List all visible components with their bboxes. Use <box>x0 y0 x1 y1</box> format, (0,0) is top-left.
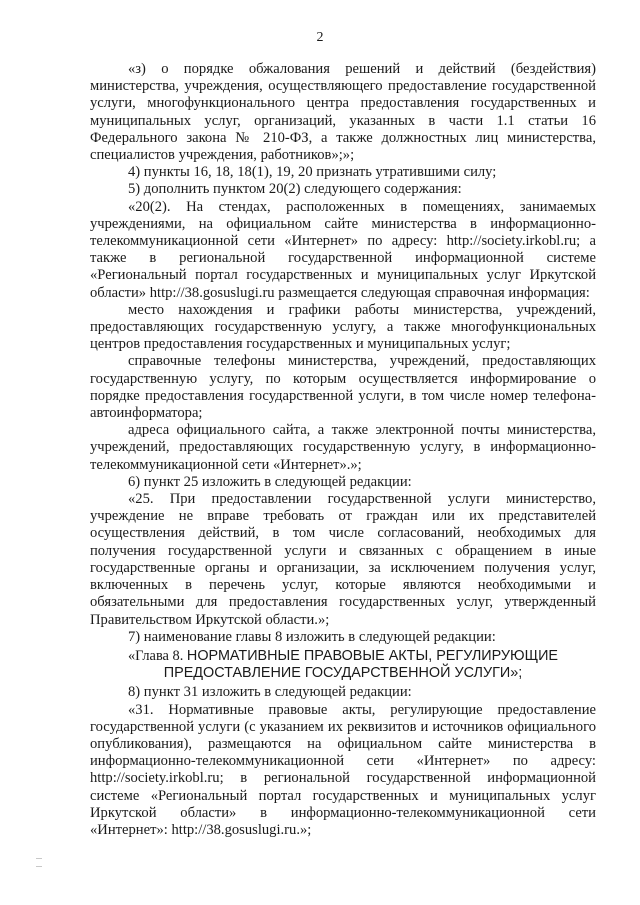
chapter-8-heading-lead: «Глава 8. <box>127 647 187 664</box>
paragraph-clause-20-2: «20(2). На стендах, расположенных в помещениях, занимаемых учреждениями, на официальном сайте министерства в информационно-телекоммуникационной сети «Интернет» по адресу: http://society.irkobl.ru; а также в региональной государственной информационной системе «Региональный портал государственных и муниципальных услуг Иркутской области» http://38.gosuslugi.ru размещается следующая справочная информация: <box>90 198 596 301</box>
document-body <box>90 61 596 839</box>
margin-mark <box>36 866 42 867</box>
paragraph-point-8: 8) пункт 31 изложить в следующей редакции: <box>128 684 412 701</box>
chapter-8-heading <box>90 648 596 682</box>
paragraph-clause-25: «25. При предоставлении государственной услуги министерство, учреждение не вправе требовать от граждан или их представителей осуществления действий, в том числе согласований, необходимых для получения государственной услуги и связанных с обращением в иные государственные органы и организации, за исключением получения услуг, включенных в перечень услуг, которые являются необходимыми и обязательными для предоставления государственных услуг, утвержденный Правительством Иркутской области.»; <box>90 491 596 628</box>
paragraph-point-6: 6) пункт 25 изложить в следующей редакции: <box>128 473 412 490</box>
chapter-8-heading-text: НОРМАТИВНЫЕ ПРАВОВЫЕ АКТЫ, РЕГУЛИРУЮЩИЕ ПРЕДОСТАВЛЕНИЕ ГОСУДАРСТВЕННОЙ УСЛУГИ»; <box>163 647 559 682</box>
paragraph-point-4: 4) пункты 16, 18, 18(1), 19, 20 признать утратившими силу; <box>128 164 497 181</box>
paragraph-point-7: 7) наименование главы 8 изложить в следующей редакции: <box>128 628 496 645</box>
paragraph-addresses: адреса официального сайта, а также электронной почты министерства, учреждений, предоставляющих государственную услугу, в информационно-телекоммуникационной сети «Интернет».»; <box>90 422 596 473</box>
page-number: 2 <box>316 30 324 45</box>
margin-mark <box>36 858 42 859</box>
paragraph-item-z: «з) о порядке обжалования решений и действий (бездействия) министерства, учреждения, осуществляющего предоставление государственной услуги, многофункционального центра предоставления государственных и муниципальных услуг, организаций, указанных в части 1.1 статьи 16 Федерального закона № 210-ФЗ, а также должностных лиц министерства, специалистов учреждения, работников»;»; <box>90 61 596 164</box>
paragraph-phones: справочные телефоны министерства, учреждений, предоставляющих государственную услугу, по которым осуществляется информирование о порядке предоставления государственной услуги, в том числе номер телефона-автоинформатора; <box>90 353 596 422</box>
paragraph-locations: место нахождения и графики работы министерства, учреждений, предоставляющих государственную услугу, а также многофункциональных центров предоставления государственных и муниципальных услуг; <box>90 301 596 353</box>
paragraph-clause-31: «31. Нормативные правовые акты, регулирующие предоставление государственной услуги (с указанием их реквизитов и источников официального опубликования), размещаются на официальном сайте министерства в информационно-телекоммуникационной сети «Интернет» по адресу: http://society.irkobl.ru; в региональной государственной информационной системе «Региональный портал государственных и муниципальных услуг Иркутской области» в информационно-телекоммуникационной сети «Интернет»: http://38.gosuslugi.ru.»; <box>90 701 596 838</box>
paragraph-point-5: 5) дополнить пунктом 20(2) следующего содержания: <box>128 181 462 198</box>
